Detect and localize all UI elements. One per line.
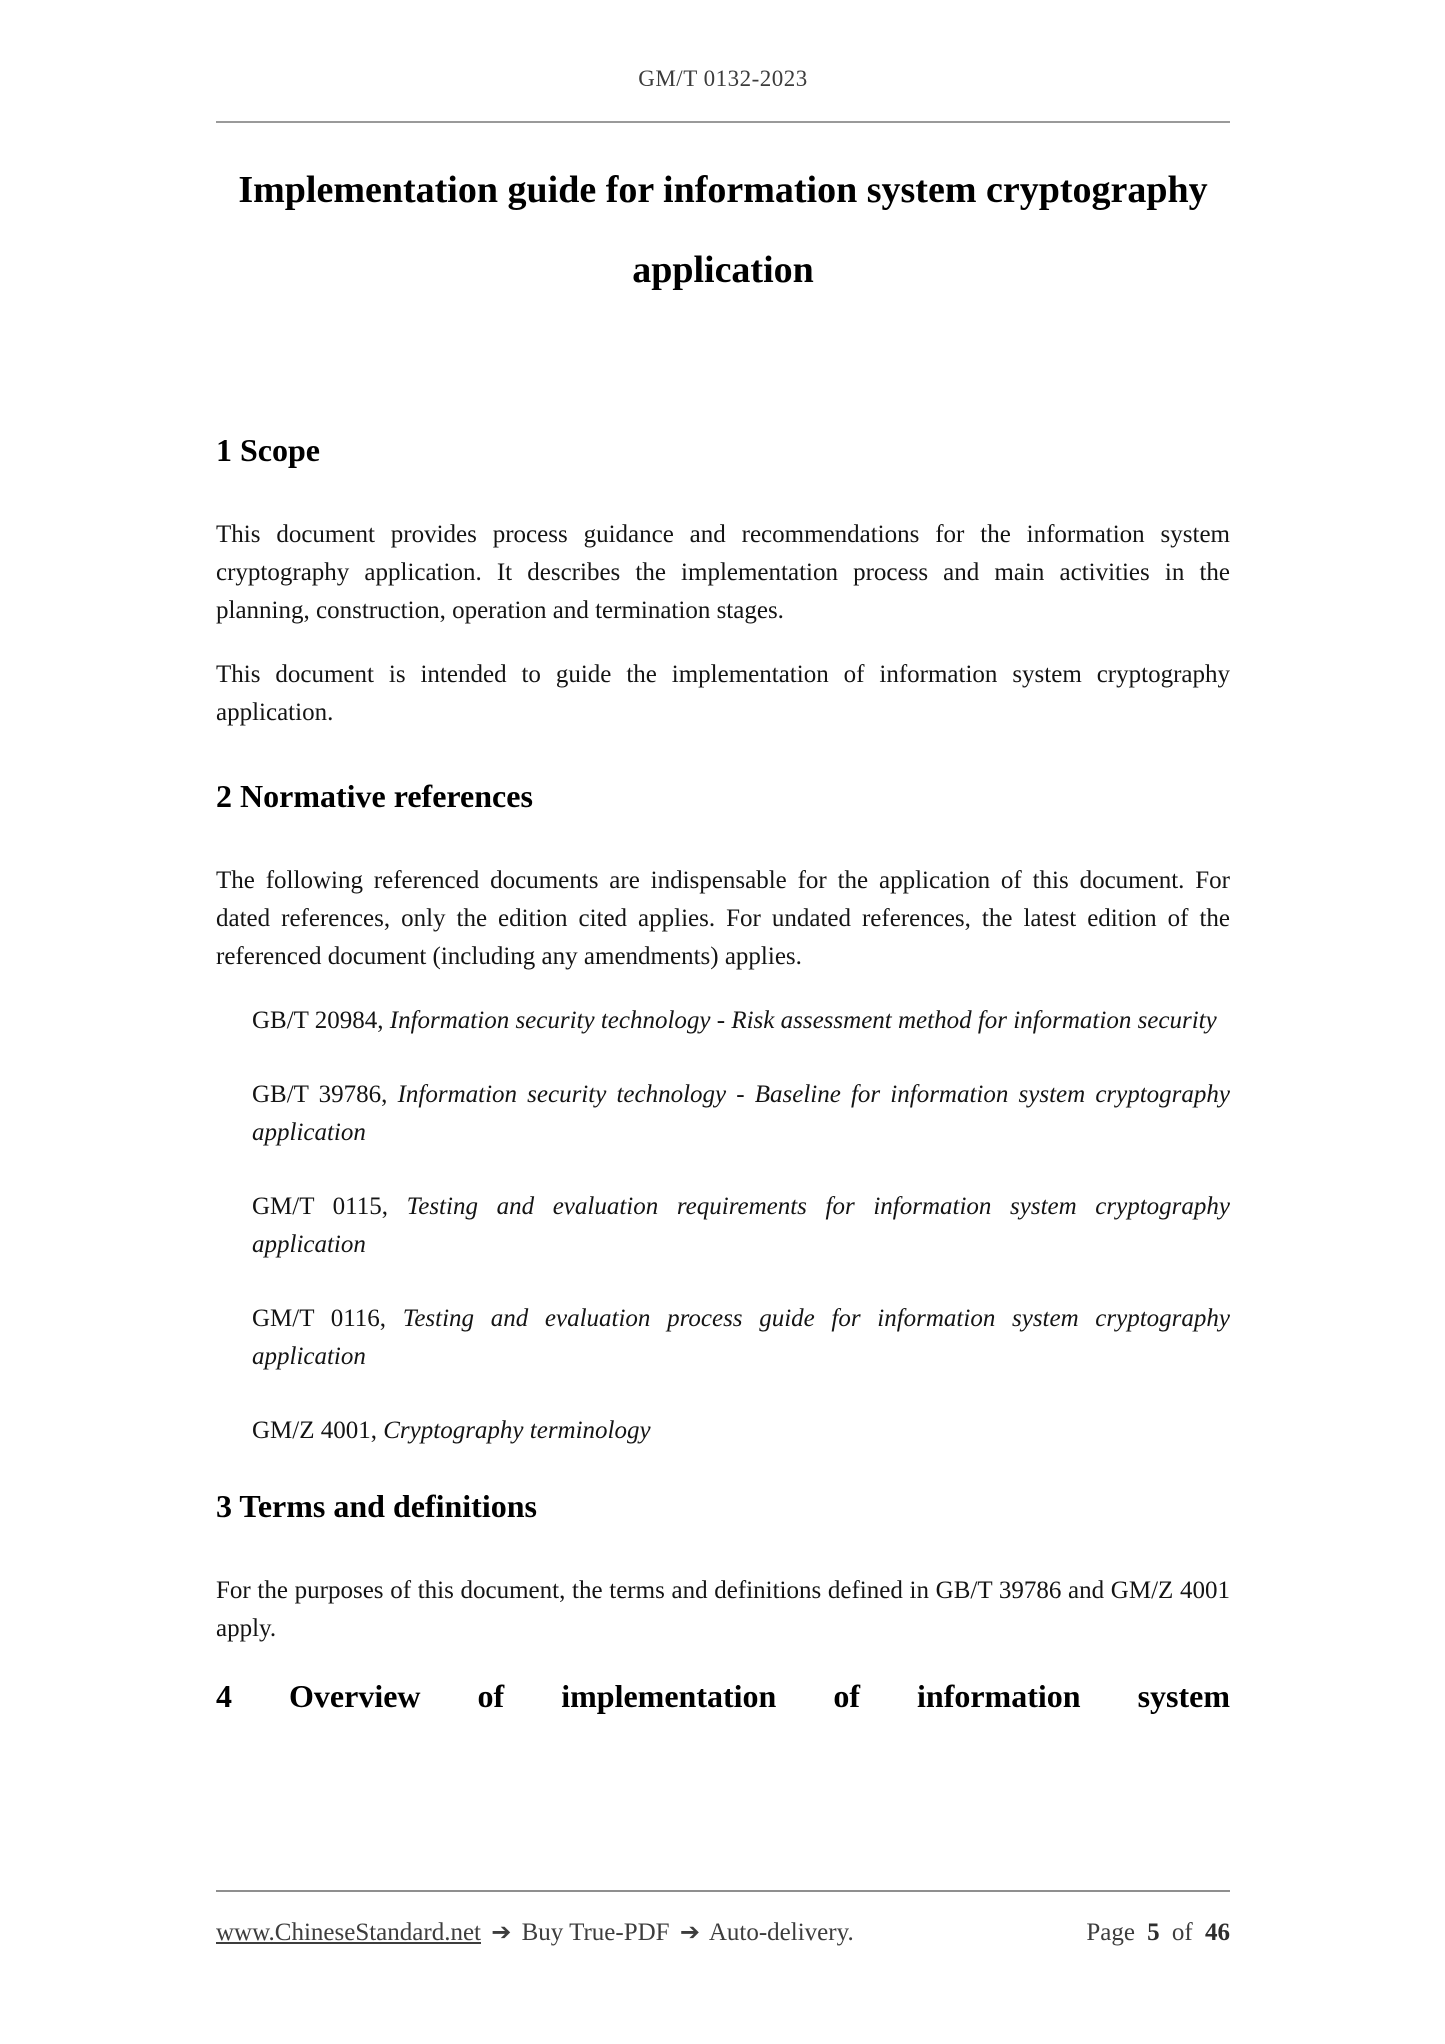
footer-delivery-text: Auto-delivery.	[708, 1919, 854, 1946]
overview-section-heading: 4 Overview of implementation of information system	[216, 1678, 1230, 1714]
footer-promo	[216, 1916, 854, 1949]
scope-section-heading: 1 Scope	[216, 432, 320, 468]
reference-item	[252, 1002, 1230, 1040]
page-current: 5	[1147, 1919, 1160, 1946]
reference-title: Information security technology - Risk assessment method for information security	[389, 1007, 1217, 1034]
header-rule	[216, 121, 1230, 123]
reference-code: GM/Z 4001,	[252, 1417, 377, 1444]
normative-references-heading: 2 Normative references	[216, 778, 533, 814]
scope-paragraph-2: This document is intended to guide the implementation of information system cryptography application.	[216, 661, 1230, 726]
page-content	[216, 0, 1230, 1762]
page-number	[1086, 1917, 1230, 1949]
document-title-line1: Implementation guide for information system cryptography	[238, 169, 1208, 211]
terms-definitions-heading: 3 Terms and definitions	[216, 1488, 537, 1524]
chinesestandard-link[interactable]: www.ChineseStandard.net	[216, 1919, 481, 1946]
reference-item	[252, 1188, 1230, 1264]
terms-paragraph: For the purposes of this document, the terms and definitions defined in GB/T 39786 and GM/Z 4001 apply.	[216, 1577, 1230, 1642]
reference-title: Information security technology - Baseline for information system cryptography application	[252, 1081, 1231, 1146]
right-arrow-icon: ➔	[679, 1918, 700, 1946]
reference-title: Testing and evaluation requirements for information system cryptography application	[252, 1193, 1230, 1258]
page-total: 46	[1205, 1919, 1230, 1946]
document-code-header: GM/T 0132-2023	[638, 66, 808, 91]
reference-code: GM/T 0116,	[252, 1305, 387, 1332]
document-title	[216, 150, 1230, 310]
normative-intro-paragraph: The following referenced documents are indispensable for the application of this document. For dated references, only the edition cited applies. For undated references, the latest edition of the referenced document (including any amendments) applies.	[216, 867, 1230, 970]
page-label: Page	[1086, 1919, 1135, 1946]
reference-title: Testing and evaluation process guide for information system cryptography application	[252, 1305, 1231, 1370]
document-title-line2: application	[632, 249, 814, 291]
scope-paragraph-1: This document provides process guidance and recommendations for the information system cryptography application. It describes the implementation process and main activities in the planning, construction, operation and termination stages.	[216, 521, 1230, 624]
reference-code: GB/T 20984,	[252, 1007, 384, 1034]
footer-buy-text: Buy True-PDF	[521, 1919, 670, 1946]
reference-item	[252, 1412, 1230, 1450]
page-footer	[216, 1890, 1230, 1949]
footer-row	[216, 1892, 1230, 1949]
right-arrow-icon: ➔	[491, 1918, 512, 1946]
reference-item	[252, 1076, 1230, 1152]
reference-item	[252, 1300, 1230, 1376]
reference-title: Cryptography terminology	[383, 1417, 651, 1444]
page-of-label: of	[1171, 1919, 1193, 1946]
reference-code: GB/T 39786,	[252, 1081, 388, 1108]
reference-code: GM/T 0115,	[252, 1193, 388, 1220]
